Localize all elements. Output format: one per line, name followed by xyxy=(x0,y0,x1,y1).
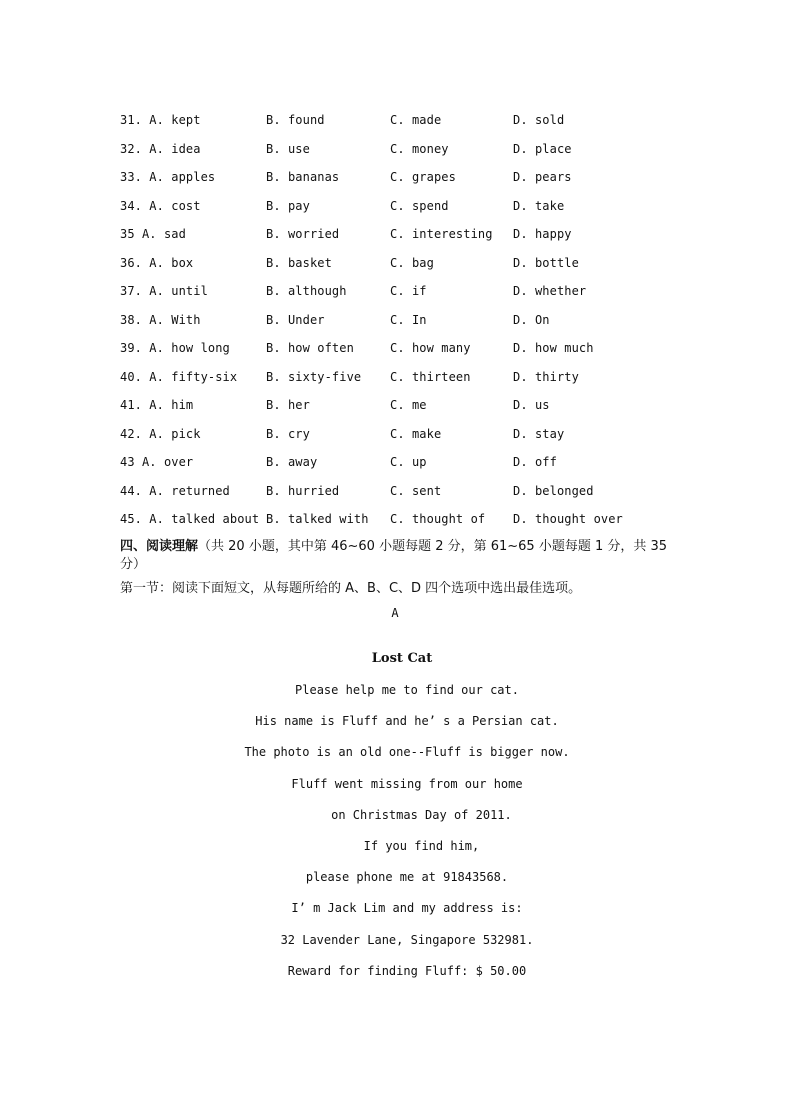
option-c: C. thirteen xyxy=(390,369,471,384)
option-c: C. me xyxy=(390,398,427,412)
choice-row-32 xyxy=(120,139,680,168)
poster-line: Reward for finding Fluff: $ 50.00 xyxy=(287,963,527,978)
option-a: 45. A. talked about xyxy=(120,512,260,526)
choice-row-45 xyxy=(120,509,680,538)
poster-line: His name is Fluff and he’ s a Persian cat. xyxy=(255,714,559,729)
poster-line: 32 Lavender Lane, Singapore 532981. xyxy=(280,932,534,947)
option-b: B. although xyxy=(266,284,347,298)
option-b: B. bananas xyxy=(266,170,340,184)
option-c: C. thought of xyxy=(390,512,486,526)
choice-row-37 xyxy=(120,281,680,310)
option-d: D. On xyxy=(513,312,550,327)
option-a: 39. A. how long xyxy=(120,341,230,355)
poster-line: I’ m Jack Lim and my address is: xyxy=(291,901,523,916)
option-d: D. take xyxy=(513,198,565,213)
option-b: B. hurried xyxy=(266,483,340,498)
option-a: 43 A. over xyxy=(120,455,194,469)
option-d: D. place xyxy=(513,141,572,156)
option-c: C. In xyxy=(390,312,427,327)
option-a: 41. A. him xyxy=(120,398,194,412)
section-heading xyxy=(120,538,680,574)
option-b: B. worried xyxy=(266,227,340,241)
choice-row-39 xyxy=(120,338,680,367)
option-d: D. thought over xyxy=(513,512,623,526)
option-a: 32. A. idea xyxy=(120,141,201,156)
option-a: 40. A. fifty-six xyxy=(120,369,238,384)
section-heading-detail: （共 20 小题，其中第 46~60 小题每题 2 分，第 61~65 小题每题 1 分，共 35 分） xyxy=(120,539,668,572)
poster-line: on Christmas Day of 2011. xyxy=(302,807,512,822)
option-b: B. pay xyxy=(266,198,310,213)
option-c: C. make xyxy=(390,426,442,441)
poster-title: Lost Cat xyxy=(371,651,433,666)
option-a: 37. A. until xyxy=(120,284,208,298)
option-d: D. thirty xyxy=(513,369,579,384)
choice-row-31 xyxy=(120,110,680,139)
option-b: B. how often xyxy=(266,341,354,355)
choice-row-41 xyxy=(120,395,680,424)
option-c: C. bag xyxy=(390,255,434,270)
option-c: C. spend xyxy=(390,198,449,213)
option-c: C. interesting xyxy=(390,227,493,241)
option-b: B. use xyxy=(266,141,310,156)
option-d: D. happy xyxy=(513,227,572,241)
option-c: C. sent xyxy=(390,483,442,498)
option-b: B. cry xyxy=(266,426,310,441)
option-d: D. how much xyxy=(513,341,594,355)
option-c: C. up xyxy=(390,455,427,469)
poster-body xyxy=(0,681,790,993)
choice-row-42 xyxy=(120,424,680,453)
choice-row-35 xyxy=(120,224,680,253)
option-a: 31. A. kept xyxy=(120,113,201,127)
option-d: D. whether xyxy=(513,284,587,298)
option-d: D. pears xyxy=(513,170,572,184)
option-c: C. grapes xyxy=(390,170,456,184)
poster-line: Please help me to find our cat. xyxy=(295,683,519,697)
option-a: 35 A. sad xyxy=(120,227,186,241)
choice-row-43 xyxy=(120,452,680,481)
option-c: C. made xyxy=(390,113,442,127)
option-a: 34. A. cost xyxy=(120,198,201,213)
option-d: D. belonged xyxy=(513,483,594,498)
choice-row-33 xyxy=(120,167,680,196)
multiple-choice-list xyxy=(120,110,680,538)
option-a: 44. A. returned xyxy=(120,483,230,498)
poster-line: please phone me at 91843568. xyxy=(305,870,509,885)
poster-line: The photo is an old one--Fluff is bigger now. xyxy=(244,745,570,760)
poster-line: Fluff went missing from our home xyxy=(291,776,523,791)
choice-row-34 xyxy=(120,196,680,225)
option-b: B. talked with xyxy=(266,512,369,526)
option-b: B. sixty-five xyxy=(266,369,362,384)
poster-line: If you find him, xyxy=(334,838,480,853)
option-d: D. us xyxy=(513,398,550,412)
section-heading-title: 四、阅读理解 xyxy=(120,539,199,554)
choice-row-38 xyxy=(120,310,680,339)
option-c: C. money xyxy=(390,141,449,156)
option-b: B. found xyxy=(266,113,325,127)
option-b: B. Under xyxy=(266,312,325,327)
option-d: D. sold xyxy=(513,113,565,127)
option-a: 36. A. box xyxy=(120,255,194,270)
option-d: D. bottle xyxy=(513,255,579,270)
section-instruction: 第一节：阅读下面短文，从每题所给的 A、B、C、D 四个选项中选出最佳选项。 xyxy=(120,581,582,596)
option-b: B. her xyxy=(266,398,310,412)
option-c: C. how many xyxy=(390,341,471,355)
choice-row-36 xyxy=(120,253,680,282)
option-b: B. basket xyxy=(266,255,332,270)
option-a: 33. A. apples xyxy=(120,170,216,184)
choice-row-44 xyxy=(120,481,680,510)
option-b: B. away xyxy=(266,455,318,469)
option-a: 38. A. With xyxy=(120,312,201,327)
passage-label: A xyxy=(391,606,399,620)
option-c: C. if xyxy=(390,284,427,298)
option-d: D. stay xyxy=(513,426,565,441)
choice-row-40 xyxy=(120,367,680,396)
option-a: 42. A. pick xyxy=(120,426,201,441)
option-d: D. off xyxy=(513,455,557,469)
